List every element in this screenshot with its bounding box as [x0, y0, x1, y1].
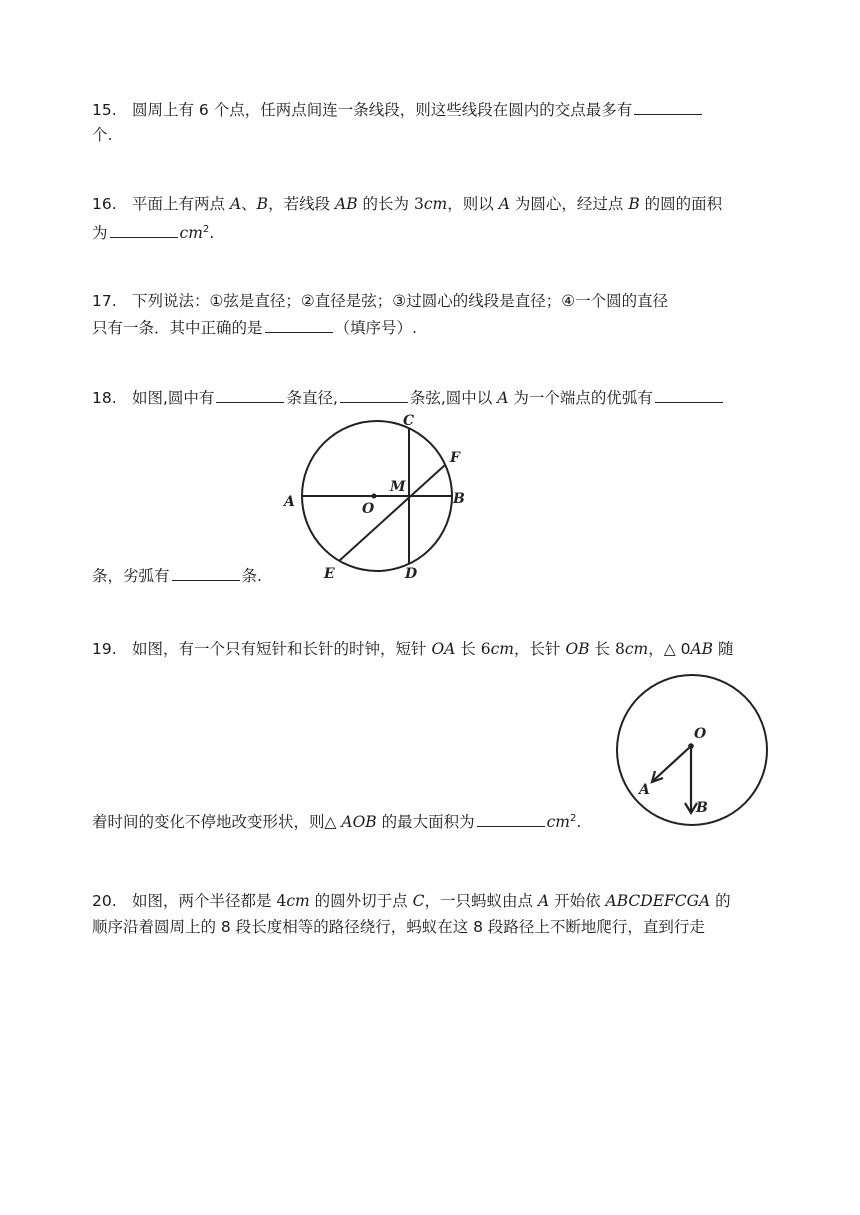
question-text: 的圆的面积 — [644, 195, 723, 213]
label-B: B — [696, 800, 708, 816]
question-18-line-1 — [92, 386, 725, 409]
math-var: AB — [335, 195, 358, 213]
question-text: 随 — [718, 640, 734, 658]
question-15-line-1 — [92, 98, 704, 121]
math-unit: cm — [490, 640, 515, 658]
label-F: F — [450, 450, 460, 466]
math-unit: cm — [546, 813, 571, 832]
question-19-line-1 — [92, 638, 734, 660]
label-D: D — [405, 566, 418, 582]
question-text: 长 — [460, 640, 476, 658]
question-text: 如图，两个半径都是 — [132, 892, 272, 910]
label-O: O — [362, 501, 375, 517]
answer-blank[interactable] — [216, 386, 284, 403]
center-point — [372, 494, 377, 499]
answer-blank[interactable] — [634, 98, 702, 115]
question-text: 下列说法：①弦是直径；②直径是弦；③过圆心的线段是直径；④一个圆的直径 — [132, 292, 669, 310]
question-text: 为圆心，经过点 — [514, 195, 624, 213]
question-20-line-2 — [92, 916, 705, 938]
question-16-line-2 — [92, 219, 214, 244]
question-text: 如图,圆中有 — [132, 389, 215, 407]
question-19-line-2 — [92, 808, 581, 833]
math-var: OA — [431, 640, 456, 658]
question-text: . — [576, 813, 582, 832]
question-number: 20. — [92, 892, 117, 910]
short-hand-OA — [654, 746, 691, 780]
math-var: AB — [690, 640, 714, 658]
answer-blank[interactable] — [340, 386, 408, 403]
question-text: ，长针 — [514, 640, 561, 658]
question-text: 条. — [241, 567, 262, 585]
answer-blank[interactable] — [110, 221, 178, 238]
math-exponent: 2 — [570, 813, 577, 824]
question-text: 顺序沿着圆周上的 8 段长度相等的路径绕行，蚂蚁在这 8 段路径上不断地爬行，直到行走 — [92, 918, 705, 936]
question-text: （填序号）. — [334, 319, 417, 337]
question-text: 开始依 — [554, 892, 601, 910]
question-text: 的最大面积为 — [381, 813, 475, 832]
label-A: A — [284, 494, 295, 510]
math-var: B — [256, 195, 269, 213]
question-text: 圆周上有 6 个点，任两点间连一条线段，则这些线段在圆内的交点最多有 — [132, 101, 633, 119]
math-exponent: 2 — [202, 224, 210, 235]
question-20-line-1 — [92, 890, 731, 912]
question-number: 16. — [92, 195, 117, 213]
math-var: ABCDEFCGA — [605, 892, 711, 910]
question-number: 15. — [92, 101, 117, 119]
question-text: 的长为 — [362, 195, 410, 213]
question-text: 的圆外切于点 — [314, 892, 408, 910]
clock-center — [688, 743, 694, 749]
question-text: 条弦,圆中以 — [409, 389, 493, 407]
math-unit: cm — [624, 640, 649, 658]
math-value: 8 — [614, 640, 625, 658]
question-text: 为一个端点的优弧有 — [513, 389, 653, 407]
math-var: AOB — [341, 813, 377, 832]
label-A: A — [639, 782, 650, 798]
label-M: M — [390, 479, 406, 495]
answer-blank[interactable] — [172, 564, 240, 581]
question-16-line-1 — [92, 193, 722, 215]
question-text: 长 — [594, 640, 611, 658]
math-unit: cm — [179, 224, 203, 243]
question-text: 如图，有一个只有短针和长针的时钟，短针 — [132, 640, 427, 658]
math-value: 3 — [414, 195, 424, 213]
question-text: . — [209, 224, 215, 243]
label-O: O — [694, 726, 707, 742]
question-text: ，若线段 — [268, 195, 331, 213]
math-var: A — [537, 892, 550, 910]
math-var: OB — [565, 640, 590, 658]
answer-blank[interactable] — [477, 810, 545, 827]
clock-diagram — [612, 670, 772, 830]
label-E: E — [324, 566, 335, 582]
question-text: 条直径, — [286, 389, 338, 407]
question-text: 、 — [241, 195, 257, 213]
math-unit: cm — [423, 195, 448, 213]
question-text: 只有一条．其中正确的是 — [92, 319, 263, 337]
question-text: ，一只蚂蚁由点 — [424, 892, 533, 910]
math-var: A — [498, 195, 510, 213]
question-number: 18. — [92, 389, 117, 407]
question-number: 17. — [92, 292, 117, 310]
question-text: ，则以 — [447, 195, 494, 213]
question-text: 条，劣弧有 — [92, 567, 170, 585]
question-17-line-1 — [92, 290, 668, 312]
math-value: 6 — [480, 640, 491, 658]
math-unit: cm — [286, 892, 310, 910]
question-18-line-2 — [92, 564, 262, 587]
question-text: 着时间的变化不停地改变形状，则 — [92, 813, 325, 832]
question-15-line-2 — [92, 124, 112, 146]
question-text: 个. — [92, 126, 113, 144]
answer-blank[interactable] — [655, 386, 723, 403]
triangle-symbol: △ — [324, 813, 337, 832]
question-text: 的 — [715, 892, 731, 910]
question-number: 19. — [92, 640, 117, 658]
answer-blank[interactable] — [265, 316, 333, 333]
question-text: ， — [648, 640, 664, 658]
math-var: C — [412, 892, 425, 910]
label-C: C — [403, 413, 415, 429]
math-var: A — [229, 195, 242, 213]
question-17-line-2 — [92, 316, 417, 339]
triangle-symbol: △ 0 — [663, 640, 691, 658]
circle-chord-diagram — [280, 408, 480, 588]
question-text: 平面上有两点 — [132, 195, 226, 213]
math-var: B — [628, 195, 640, 213]
question-text: 为 — [92, 224, 108, 243]
math-var: A — [497, 389, 509, 407]
math-value: 4 — [276, 892, 287, 910]
label-B: B — [453, 491, 465, 507]
